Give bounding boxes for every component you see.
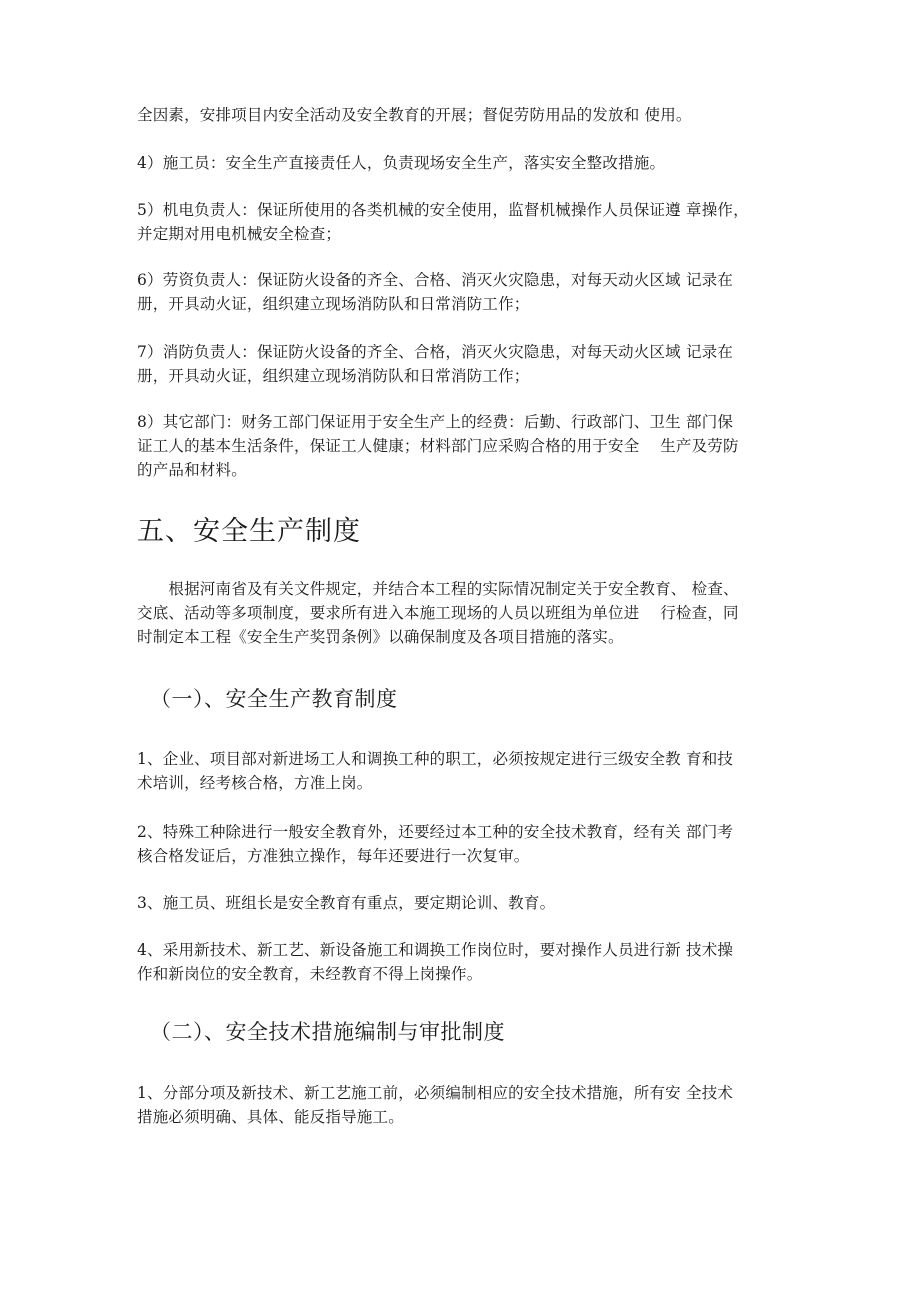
list-item — [137, 747, 787, 795]
text-line: 4、采用新技术、新工艺、新设备施工和调换工作岗位时，要对操作人员进行新 技术操 — [137, 941, 734, 959]
text-line: 时制定本工程《安全生产奖罚条例》以确保制度及各项目措施的落实。 — [137, 628, 624, 646]
text-line: 核合格发证后，方准独立操作，每年还要进行一次复审。 — [137, 847, 530, 865]
role-item-8 — [137, 410, 787, 482]
text-line: 1、企业、项目部对新进场工人和调换工种的职工，必须按规定进行三级安全教 育和技 — [137, 750, 734, 768]
list-item — [137, 938, 787, 986]
text-line: 3、施工员、班组长是安全教育有重点，要定期论训、教育。 — [137, 894, 556, 912]
text-line: 全因素，安排项目内安全活动及安全教育的开展；督促劳防用品的发放和 使用。 — [137, 106, 692, 124]
list-item — [137, 891, 787, 915]
text-line: 册，开具动火证，组织建立现场消防队和日常消防工作； — [137, 367, 530, 385]
text-line: 8）其它部门：财务工部门保证用于安全生产上的经费：后勤、行政部门、卫生 部门保 — [137, 413, 734, 431]
list-item — [137, 820, 787, 868]
text-line: 1、分部分项及新技术、新工艺施工前，必须编制相应的安全技术措施，所有安 全技术 — [137, 1084, 734, 1102]
text-line: 作和新岗位的安全教育，未经教育不得上岗操作。 — [137, 965, 483, 983]
text-line: 术培训，经考核合格，方准上岗。 — [137, 774, 373, 792]
text-line: 根据河南省及有关文件规定，并结合本工程的实际情况制定关于安全教育、 检查、 — [137, 580, 739, 598]
text-line: 交底、活动等多项制度，要求所有进入本施工现场的人员以班组为单位进 行检查，同 — [137, 604, 739, 622]
text-line: 措施必须明确、具体、能反指导施工。 — [137, 1108, 404, 1126]
role-item-5 — [137, 198, 787, 246]
text-line: 并定期对用电机械安全检查； — [137, 225, 342, 243]
role-item-7 — [137, 340, 787, 388]
role-item-4 — [137, 151, 787, 175]
list-item — [137, 1081, 787, 1129]
section-heading: 五、安全生产制度 — [137, 516, 361, 547]
subsection-heading: （一）、安全生产教育制度 — [150, 687, 398, 711]
role-item-6 — [137, 268, 787, 316]
intro-paragraph — [137, 103, 787, 127]
text-line: 证工人的基本生活条件，保证工人健康；材料部门应采购合格的用于安全 生产及劳防 — [137, 437, 739, 455]
text-line: 7）消防负责人：保证防火设备的齐全、合格，消灭火灾隐患，对每天动火区域 记录在 — [137, 343, 734, 361]
text-line: 册，开具动火证，组织建立现场消防队和日常消防工作； — [137, 295, 530, 313]
text-line: 的产品和材料。 — [137, 461, 247, 479]
text-line: 2、特殊工种除进行一般安全教育外，还要经过本工种的安全技术教育，经有关 部门考 — [137, 823, 734, 841]
text-line: 6）劳资负责人：保证防火设备的齐全、合格、消灭火灾隐患，对每天动火区域 记录在 — [137, 271, 734, 289]
text-line: 5）机电负责人：保证所使用的各类机械的安全使用，监督机械操作人员保证遵 章操作， — [137, 201, 749, 219]
subsection-heading: （二）、安全技术措施编制与审批制度 — [150, 1020, 505, 1044]
section-body — [137, 577, 787, 649]
text-line: 4）施工员：安全生产直接责任人，负责现场安全生产，落实安全整改措施。 — [137, 154, 666, 172]
